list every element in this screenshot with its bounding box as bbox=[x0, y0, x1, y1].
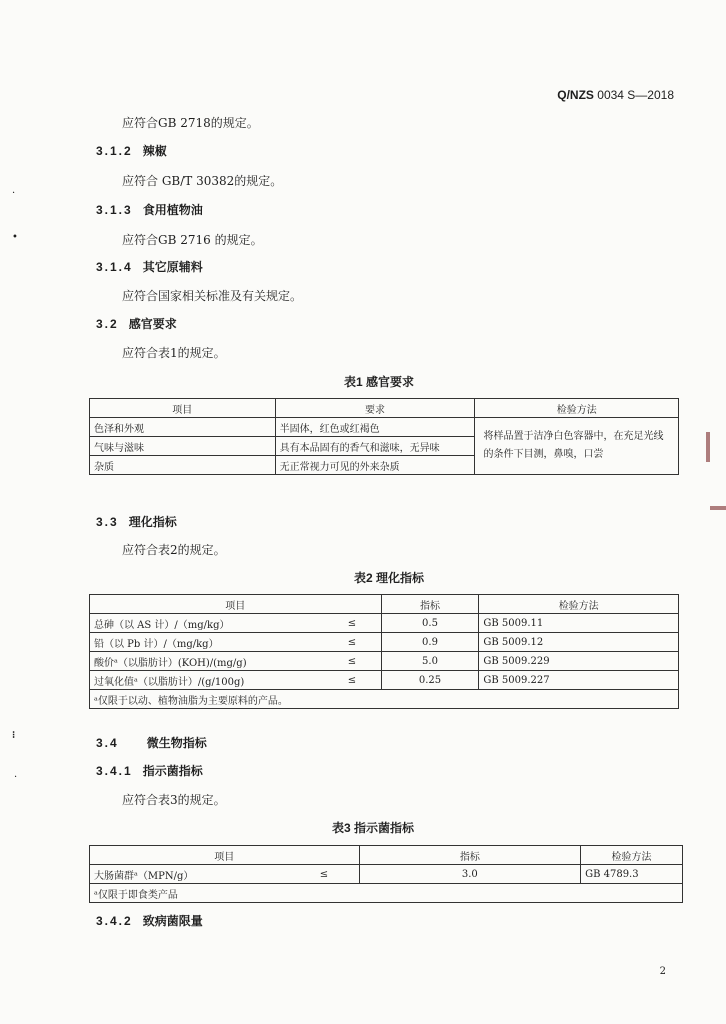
heading-3-2: 3.2 感官要求 bbox=[96, 317, 177, 331]
scan-speck: · bbox=[14, 772, 18, 783]
table2-header-method: 检验方法 bbox=[479, 595, 679, 614]
clause-3-1-4-text: 应符合国家相关标准及有关规定。 bbox=[122, 289, 303, 303]
heading-3-1-4: 3.1.4 其它原辅料 bbox=[96, 260, 203, 274]
seal-stamp-fragment bbox=[710, 506, 726, 538]
table2-cell: 0.25 bbox=[381, 671, 479, 690]
heading-3-1-3: 3.1.3 食用植物油 bbox=[96, 203, 203, 217]
scan-speck: • bbox=[12, 232, 18, 243]
table1-cell: 色泽和外观 bbox=[90, 418, 276, 437]
table2-header-row bbox=[90, 595, 679, 614]
table2-cell: GB 5009.227 bbox=[479, 671, 679, 690]
table1-cell: 半固体，红色或红褐色 bbox=[275, 418, 475, 437]
table3-note-row bbox=[90, 884, 683, 903]
table1-header-item: 项目 bbox=[90, 399, 276, 418]
table1-header-requirement: 要求 bbox=[275, 399, 475, 418]
table2-cell: 铅（以 Pb 计）/（mg/kg） bbox=[90, 633, 324, 652]
heading-3-4-1: 3.4.1 指示菌指标 bbox=[96, 764, 203, 778]
table-row bbox=[90, 652, 679, 671]
heading-3-3: 3.3 理化指标 bbox=[96, 515, 177, 529]
table1-header-method: 检验方法 bbox=[475, 399, 679, 418]
table2-note-row bbox=[90, 690, 679, 709]
table2-cell: GB 5009.12 bbox=[479, 633, 679, 652]
table-row bbox=[90, 614, 679, 633]
table3-header-row bbox=[90, 846, 683, 865]
table3-header-item: 项目 bbox=[90, 846, 360, 865]
table3-caption: 表3 指示菌指标 bbox=[332, 821, 415, 835]
table3-header-limit: 指标 bbox=[359, 846, 580, 865]
table3 bbox=[89, 845, 683, 903]
clause-3-4-1-text: 应符合表3的规定。 bbox=[122, 793, 226, 807]
clause-3-3-text: 应符合表2的规定。 bbox=[122, 543, 226, 557]
table2-cell: 5.0 bbox=[381, 652, 479, 671]
table-row bbox=[90, 865, 683, 884]
table2-cell: 过氧化值ᵃ（以脂肪计）/(g/100g) bbox=[90, 671, 324, 690]
clause-3-2-text: 应符合表1的规定。 bbox=[122, 346, 226, 360]
table2-cell: GB 5009.11 bbox=[479, 614, 679, 633]
table2-cell: 总砷（以 AS 计）/（mg/kg） bbox=[90, 614, 324, 633]
scan-speck: ⁝ bbox=[12, 730, 16, 741]
table2-cell: ≤ bbox=[323, 633, 381, 652]
table1-cell: 无正常视力可见的外来杂质 bbox=[275, 456, 475, 475]
table2-header-item: 项目 bbox=[90, 595, 382, 614]
page-number: 2 bbox=[659, 966, 666, 977]
table1-cell: 杂质 bbox=[90, 456, 276, 475]
table-row bbox=[90, 633, 679, 652]
table1-caption: 表1 感官要求 bbox=[344, 375, 415, 389]
table2-header-limit: 指标 bbox=[381, 595, 479, 614]
table3-cell: 3.0 bbox=[359, 865, 580, 884]
table2-cell: 0.9 bbox=[381, 633, 479, 652]
heading-3-4: 3.4 微生物指标 bbox=[96, 736, 207, 750]
seal-stamp-fragment bbox=[706, 432, 726, 462]
table3-cell: GB 4789.3 bbox=[581, 865, 683, 884]
table3-cell: ≤ bbox=[289, 865, 359, 884]
table3-footnote: ᵃ仅限于即食类产品 bbox=[90, 884, 683, 903]
table3-cell: 大肠菌群ᵃ（MPN/g） bbox=[90, 865, 290, 884]
table1-cell: 气味与滋味 bbox=[90, 437, 276, 456]
table2-cell: ≤ bbox=[323, 614, 381, 633]
table-row bbox=[90, 418, 679, 437]
table-row bbox=[90, 671, 679, 690]
table1-method-cell: 将样品置于洁净白色容器中，在充足光线的条件下目测，鼻嗅，口尝 bbox=[475, 418, 679, 475]
table2 bbox=[89, 594, 679, 709]
heading-3-4-2: 3.4.2 致病菌限量 bbox=[96, 914, 203, 928]
scan-speck: · bbox=[12, 188, 16, 199]
table1-header-row bbox=[90, 399, 679, 418]
table2-footnote: ᵃ仅限于以动、植物油脂为主要原料的产品。 bbox=[90, 690, 679, 709]
table2-cell: GB 5009.229 bbox=[479, 652, 679, 671]
standard-code: Q/NZS 0034 S—2018 bbox=[557, 88, 674, 102]
table2-cell: 0.5 bbox=[381, 614, 479, 633]
table2-cell: ≤ bbox=[323, 671, 381, 690]
table1 bbox=[89, 398, 679, 475]
table1-cell: 具有本品固有的香气和滋味，无异味 bbox=[275, 437, 475, 456]
table3-header-method: 检验方法 bbox=[581, 846, 683, 865]
table2-cell: 酸价ᵃ（以脂肪计）(KOH)/(mg/g) bbox=[90, 652, 324, 671]
heading-3-1-2: 3.1.2 辣椒 bbox=[96, 144, 167, 158]
clause-3-1-2-text: 应符合 GB/T 30382的规定。 bbox=[122, 174, 283, 188]
clause-3-1-1-text: 应符合GB 2718的规定。 bbox=[122, 116, 259, 130]
table2-caption: 表2 理化指标 bbox=[354, 571, 425, 585]
table2-cell: ≤ bbox=[323, 652, 381, 671]
clause-3-1-3-text: 应符合GB 2716 的规定。 bbox=[122, 233, 263, 247]
